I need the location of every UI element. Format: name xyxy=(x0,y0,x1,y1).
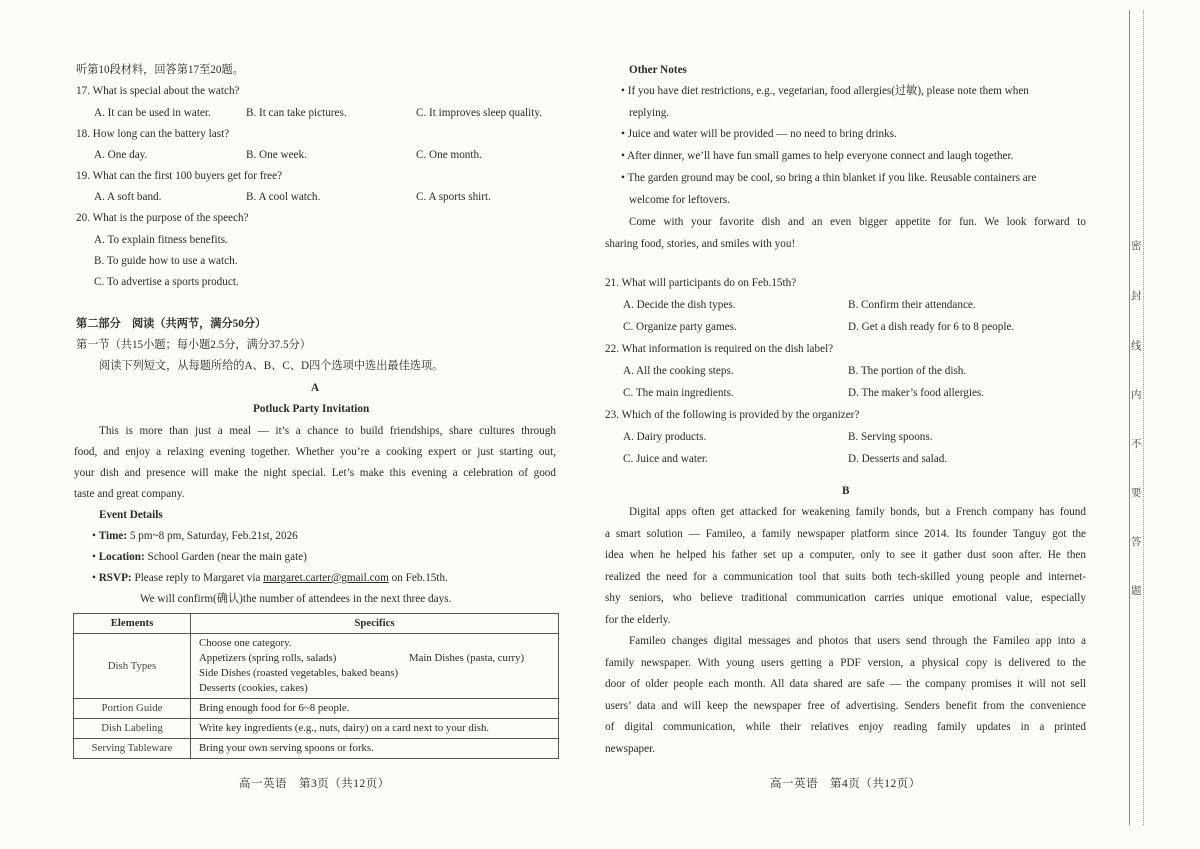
event-location xyxy=(92,550,307,565)
q19-option-c: C. A sports shirt. xyxy=(416,191,491,203)
bullet-icon: • xyxy=(92,572,96,584)
binding-char-3: 线 xyxy=(1131,341,1142,352)
specifics-table xyxy=(73,613,559,759)
binding-dotted-line xyxy=(1143,10,1144,825)
note-4-line-1: The garden ground may be cool, so bring a thin blanket if you like. Reusable containers are xyxy=(627,172,1037,184)
q17-option-b: B. It can take pictures. xyxy=(246,107,347,119)
q18-option-c: C. One month. xyxy=(416,149,482,161)
q21-option-c: C. Organize party games. xyxy=(623,321,737,333)
b-p1-line-6: for the elderly. xyxy=(605,614,671,626)
b-p1-line-4: realized the need for a communication tool that suits both tech-skilled young people and internet- xyxy=(605,571,1086,583)
q23-option-c: C. Juice and water. xyxy=(623,453,708,465)
table-row xyxy=(74,739,559,759)
b-p1-line-3: idea when he helped his father set up a computer, only to see it gather dust soon after. He then xyxy=(605,549,1086,561)
b-p2-line-5: of digital communication, while their relatives enjoy reading family updates in a printed xyxy=(605,721,1086,733)
confirm-line: We will confirm(确认)the number of attendees in the next three days. xyxy=(140,593,452,605)
q21-option-a: A. Decide the dish types. xyxy=(623,299,736,311)
b-p1-line-1: Digital apps often get attacked for weakening family bonds, but a French company has found xyxy=(629,506,1086,518)
table-row xyxy=(74,634,559,699)
header-specifics: Specifics xyxy=(191,614,559,634)
q22-option-c: C. The main ingredients. xyxy=(623,387,734,399)
q18-option-a: A. One day. xyxy=(94,149,148,161)
bullet-icon: • xyxy=(92,530,96,542)
note-2-line-1: Juice and water will be provided — no need to bring drinks. xyxy=(627,128,897,140)
time-value: 5 pm~8 pm, Saturday, Feb.21st, 2026 xyxy=(127,530,298,542)
binding-char-8: 题 xyxy=(1131,586,1142,597)
passage-letter-b: B xyxy=(842,485,850,497)
q20-option-a: A. To explain fitness benefits. xyxy=(94,234,228,246)
binding-line xyxy=(1129,10,1130,825)
note-2 xyxy=(621,127,897,142)
dish-line-2b: Main Dishes (pasta, curry) xyxy=(409,652,525,664)
note-3 xyxy=(621,149,1013,164)
part2-title: 第二部分 阅读（共两节，满分50分） xyxy=(76,318,267,330)
header-elements: Elements xyxy=(74,614,191,634)
q20-option-b: B. To guide how to use a watch. xyxy=(94,255,238,267)
intro-line-4: taste and great company. xyxy=(74,488,185,500)
question-17: 17. What is special about the watch? xyxy=(76,85,240,97)
binding-char-5: 不 xyxy=(1131,439,1142,450)
dish-line-1: Choose one category. xyxy=(199,637,292,649)
bullet-icon: • xyxy=(621,128,625,140)
other-notes-title: Other Notes xyxy=(629,64,687,76)
rsvp-post: on Feb.15th. xyxy=(388,572,448,584)
question-18: 18. How long can the battery last? xyxy=(76,128,230,140)
q17-option-a: A. It can be used in water. xyxy=(94,107,211,119)
note-1-line-2: replying. xyxy=(629,107,670,119)
table-header-row xyxy=(74,614,559,634)
q18-option-b: B. One week. xyxy=(246,149,307,161)
q23-option-d: D. Desserts and salad. xyxy=(848,453,948,465)
question-21: 21. What will participants do on Feb.15th? xyxy=(605,277,797,289)
table-row xyxy=(74,699,559,719)
bullet-icon: • xyxy=(621,150,625,162)
note-4 xyxy=(621,171,1036,186)
q23-option-b: B. Serving spoons. xyxy=(848,431,933,443)
note-3-line-1: After dinner, we’ll have fun small games to help everyone connect and laugh together. xyxy=(627,150,1014,162)
intro-line-1: This is more than just a meal — it’s a chance to build friendships, share cultures through xyxy=(99,425,556,437)
closing-line-2: sharing food, stories, and smiles with you! xyxy=(605,238,796,250)
element-portion-guide: Portion Guide xyxy=(74,699,191,719)
dish-types-spec xyxy=(199,634,550,698)
binding-char-2: 封 xyxy=(1131,291,1142,302)
binding-char-4: 内 xyxy=(1131,390,1142,401)
rsvp-email-link[interactable]: margaret.carter@gmail.com xyxy=(263,572,389,584)
question-20: 20. What is the purpose of the speech? xyxy=(76,212,249,224)
element-dish-types: Dish Types xyxy=(74,634,191,699)
intro-line-3: your dish and presence will make the night special. Let’s make this evening a celebration of good xyxy=(74,467,556,479)
listen-instruction: 听第10段材料，回答第17至20题。 xyxy=(76,64,244,76)
bullet-icon: • xyxy=(92,551,96,563)
left-page-footer: 高一英语 第3页（共12页） xyxy=(239,778,390,790)
q17-option-c: C. It improves sleep quality. xyxy=(416,107,543,119)
q22-option-b: B. The portion of the dish. xyxy=(848,365,967,377)
q23-option-a: A. Dairy products. xyxy=(623,431,707,443)
dish-line-3: Side Dishes (roasted vegetables, baked beans) xyxy=(199,667,399,679)
note-1-line-1: If you have diet restrictions, e.g., vegetarian, food allergies(过敏), please note them when xyxy=(627,85,1029,97)
spec-portion-guide: Bring enough food for 6~8 people. xyxy=(191,699,559,719)
right-page-footer: 高一英语 第4页（共12页） xyxy=(770,778,921,790)
event-rsvp xyxy=(92,571,448,586)
q22-option-a: A. All the cooking steps. xyxy=(623,365,734,377)
spec-serving-tableware: Bring your own serving spoons or forks. xyxy=(191,739,559,759)
q20-option-c: C. To advertise a sports product. xyxy=(94,276,239,288)
binding-char-1: 密 xyxy=(1131,241,1142,252)
bullet-icon: • xyxy=(621,172,625,184)
passage-title: Potluck Party Invitation xyxy=(253,403,370,415)
element-dish-labeling: Dish Labeling xyxy=(74,719,191,739)
binding-char-7: 答 xyxy=(1131,537,1142,548)
q19-option-b: B. A cool watch. xyxy=(246,191,321,203)
q21-option-b: B. Confirm their attendance. xyxy=(848,299,976,311)
reading-instruction: 阅读下列短文，从每题所给的A、B、C、D四个选项中选出最佳选项。 xyxy=(99,360,444,372)
q19-option-a: A. A soft band. xyxy=(94,191,162,203)
table-row xyxy=(74,719,559,739)
question-22: 22. What information is required on the dish label? xyxy=(605,343,834,355)
b-p2-line-4: users’ data and will keep the newspaper free of advertising. Senders benefit from the convenience xyxy=(605,700,1086,712)
location-value: School Garden (near the main gate) xyxy=(144,551,307,563)
b-p2-line-6: newspaper. xyxy=(605,743,656,755)
note-1 xyxy=(621,84,1029,99)
location-label: Location: xyxy=(98,551,145,563)
b-p2-line-2: family newspaper. With young users getting a PDF version, a physical copy is delivered to the xyxy=(605,657,1086,669)
rsvp-label: RSVP: xyxy=(98,572,132,584)
time-label: Time: xyxy=(98,530,128,542)
bullet-icon: • xyxy=(621,85,625,97)
element-serving-tableware: Serving Tableware xyxy=(74,739,191,759)
question-19: 19. What can the first 100 buyers get for free? xyxy=(76,170,283,182)
rsvp-pre: Please reply to Margaret via xyxy=(131,572,264,584)
dish-line-2a: Appetizers (spring rolls, salads) xyxy=(199,652,337,664)
section1-title: 第一节（共15小题；每小题2.5分，满分37.5分） xyxy=(76,339,311,351)
b-p2-line-3: door of older people each month. All data shared are safe — the company promises it will not sell xyxy=(605,678,1086,690)
q22-option-d: D. The maker’s food allergies. xyxy=(848,387,985,399)
event-time xyxy=(92,529,298,544)
spec-dish-labeling: Write key ingredients (e.g., nuts, dairy) on a card next to your dish. xyxy=(191,719,559,739)
binding-char-6: 要 xyxy=(1131,488,1142,499)
dish-line-4: Desserts (cookies, cakes) xyxy=(199,682,308,694)
note-4-line-2: welcome for leftovers. xyxy=(629,194,730,206)
passage-letter-a: A xyxy=(311,382,320,394)
question-23: 23. Which of the following is provided by the organizer? xyxy=(605,409,860,421)
event-details-title: Event Details xyxy=(99,509,163,521)
intro-line-2: food, and enjoy a relaxing evening together. Whether you’re a cooking expert or just starting out, xyxy=(74,446,556,458)
b-p1-line-2: a smart solution — Famileo, a family newspaper platform since 2014. Its founder Tanguy got the xyxy=(605,528,1086,540)
b-p1-line-5: shy seniors, who believe traditional communication carries unique emotional value, especially xyxy=(605,592,1086,604)
q21-option-d: D. Get a dish ready for 6 to 8 people. xyxy=(848,321,1015,333)
closing-line-1: Come with your favorite dish and an even bigger appetite for fun. We look forward to xyxy=(629,216,1086,228)
b-p2-line-1: Famileo changes digital messages and photos that users send through the Famileo app into a xyxy=(629,635,1086,647)
